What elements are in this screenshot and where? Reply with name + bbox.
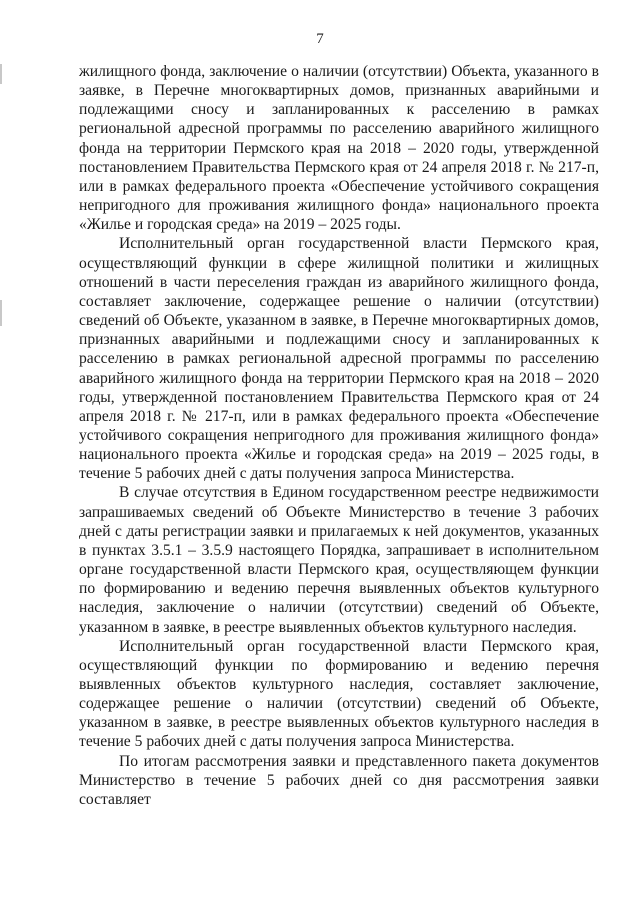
page-number: 7 [316,31,324,47]
paragraph-continued: жилищного фонда, заключение о наличии (отсутствии) Объекта, указанного в заявке, в Перечне многоквартирных домов, признанных аварийными и подлежащими сносу и запланированных к расселению в рамках региональной адресной программы по расселению аварийного жилищного фонда на территории Пермского края на 2018 – 2020 годы, утвержденной постановлением Правительства Пермского края от 24 апреля 2018 г. № 217-п, или в рамках федерального проекта «Обеспечение устойчивого сокращения непригодного для проживания жилищного фонда» национального проекта «Жилье и городская среда» на 2019 – 2025 годы. [79,63,599,234]
scan-edge-mark [0,64,2,84]
paragraph: Исполнительный орган государственной власти Пермского края, осуществляющий функции по формированию и ведению перечня выявленных объектов культурного наследия, составляет заключение, содержащее решение о наличии (отсутствии) сведений об Объекте, указанном в заявке, в реестре выявленных объектов культурного наследия в течение 5 рабочих дней с даты получения запроса Министерства. [79,637,599,751]
paragraph: По итогам рассмотрения заявки и представленного пакета документов Министерство в течение 5 рабочих дней со дня рассмотрения заявки составляет [79,752,599,808]
paragraph: В случае отсутствия в Едином государственном реестре недвижимости запрашиваемых сведений об Объекте Министерство в течение 3 рабочих дней с даты регистрации заявки и прилагаемых к ней документов, указанных в пунктах 3.5.1 – 3.5.9 настоящего Порядка, запрашивает в исполнительном органе государственной власти Пермского края, осуществляющем функции по формированию и ведению перечня выявленных объектов культурного наследия, заключение о наличии (отсутствии) сведений об Объекте, указанном в заявке, в реестре выявленных объектов культурного наследия. [79,484,599,636]
scan-edge-mark [0,300,2,326]
document-body [79,62,599,809]
paragraph: Исполнительный орган государственной власти Пермского края, осуществляющий функции в сфере жилищной политики и жилищных отношений в части переселения граждан из аварийного жилищного фонда, составляет заключение, содержащее решение о наличии (отсутствии) сведений об Объекте, указанном в заявке, в Перечне многоквартирных домов, признанных аварийными и подлежащими сносу и запланированных к расселению в рамках региональной адресной программы по расселению аварийного жилищного фонда на территории Пермского края на 2018 – 2020 годы, утвержденной постановлением Правительства Пермского края от 24 апреля 2018 г. № 217-п, или в рамках федерального проекта «Обеспечение устойчивого сокращения непригодного для проживания жилищного фонда» национального проекта «Жилье и городская среда» на 2019 – 2025 годы, в течение 5 рабочих дней с даты получения запроса Министерства. [79,235,599,483]
